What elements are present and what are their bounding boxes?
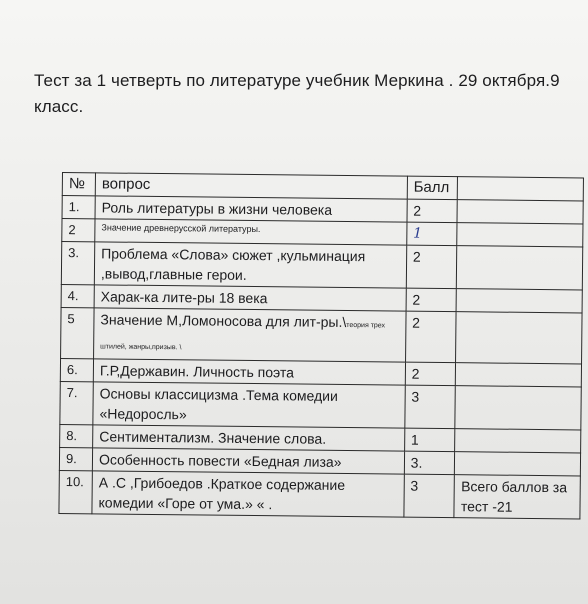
- row-number: 2: [62, 219, 95, 242]
- row-score: 3: [405, 385, 456, 429]
- row-question: Особенность повести «Бедная лиза»: [92, 448, 404, 474]
- row-total: [457, 246, 583, 290]
- header-question: вопрос: [95, 173, 407, 199]
- row-question: Значение М,Ломоносова для лит-ры.\: [100, 311, 347, 330]
- row-question: Значение древнерусской литературы.: [95, 219, 407, 245]
- header-extra: [458, 177, 584, 201]
- table-row: [61, 307, 583, 363]
- table-row: [59, 470, 580, 518]
- row-number: 9.: [59, 447, 92, 470]
- row-question-cell: [94, 308, 406, 362]
- row-question: А .С ,Грибоедов .Краткое содержание комедии «Горе от ума.» « .: [92, 471, 404, 517]
- row-question: Проблема «Слова» сюжет ,кульминация ,вывод,главные герои.: [94, 242, 406, 288]
- row-number: 5: [61, 307, 95, 358]
- table-row: [61, 242, 582, 290]
- row-score: 2: [405, 362, 456, 386]
- row-total: [456, 289, 582, 313]
- row-number: 3.: [61, 242, 94, 285]
- row-number: 6.: [60, 358, 93, 381]
- row-question: Харак-ка лите-ры 18 века: [94, 285, 406, 311]
- total-score-label: Всего баллов за тест -21: [454, 475, 580, 519]
- row-total: [455, 429, 581, 453]
- row-question: Основы классицизма .Тема комедии «Недоросль»: [93, 382, 405, 428]
- row-total: [455, 452, 581, 476]
- row-score: 2: [407, 199, 458, 223]
- row-total: [456, 363, 582, 387]
- row-total: [456, 312, 582, 364]
- row-total: [455, 386, 581, 430]
- row-score-handwritten: 1: [407, 222, 458, 246]
- row-number: 4.: [61, 284, 94, 307]
- row-question: Роль литературы в жизни человека: [95, 196, 407, 222]
- document-title: Тест за 1 четверть по литературе учебник Меркина . 29 октября.9 класс.: [34, 71, 560, 116]
- row-question: Г.Р,Державин. Личность поэта: [93, 359, 405, 385]
- row-score: 3: [404, 474, 455, 518]
- row-number: 7.: [60, 381, 93, 424]
- table-row: [60, 381, 581, 429]
- header-number: №: [62, 173, 95, 196]
- row-number: 1.: [62, 196, 95, 219]
- row-total: [457, 223, 583, 247]
- row-number: 10.: [59, 470, 92, 513]
- questions-table: [58, 172, 584, 519]
- row-note: теория трех штилей, жанры,призыв. \: [100, 321, 386, 352]
- row-number: 8.: [60, 424, 93, 447]
- row-score: 1: [404, 428, 455, 452]
- row-score: 3.: [404, 451, 455, 475]
- row-total: [457, 200, 583, 224]
- row-question: Сентиментализм. Значение слова.: [93, 425, 405, 451]
- header-score: Балл: [407, 176, 458, 200]
- row-score: 2: [405, 311, 456, 363]
- row-score: 2: [406, 288, 457, 312]
- row-score: 2: [406, 245, 457, 289]
